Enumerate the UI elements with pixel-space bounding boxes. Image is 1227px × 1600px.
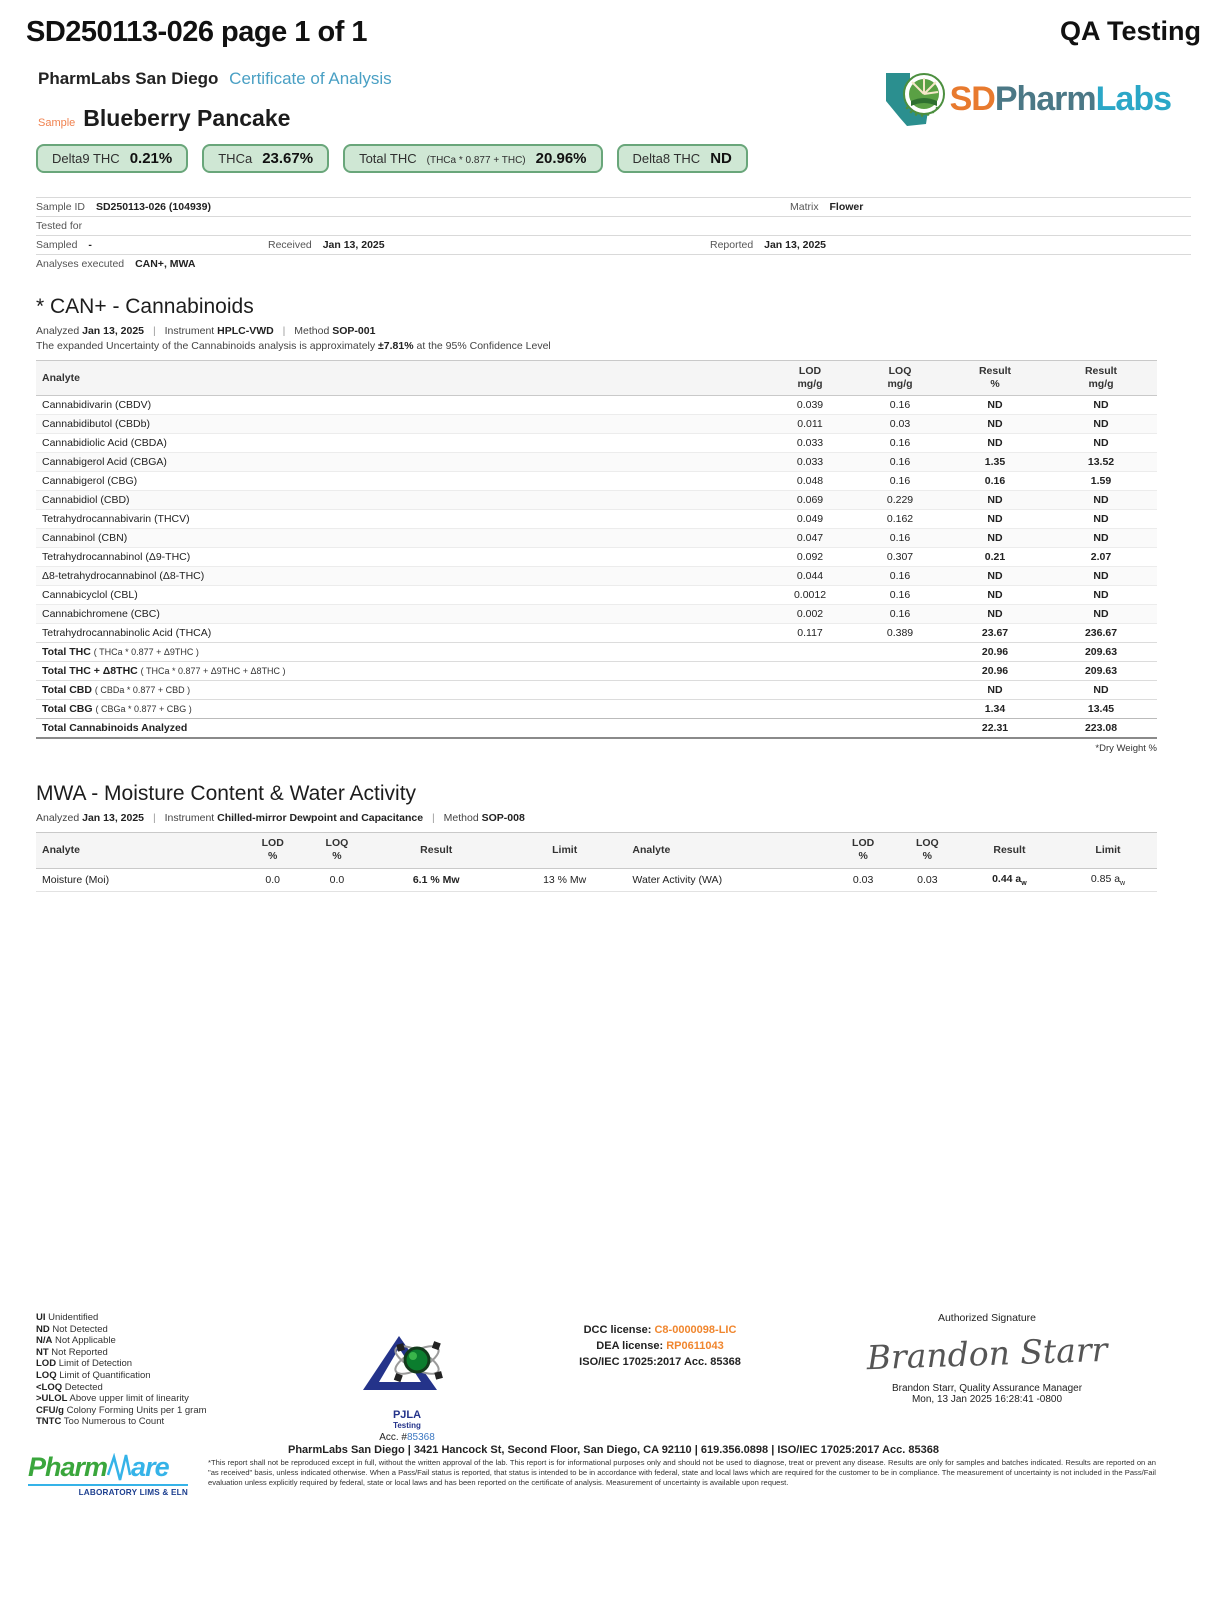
footer-address: PharmLabs San Diego | 3421 Hancock St, Second Floor, San Diego, CA 92110 | 619.356.0898 | ISO/IEC 17025:2017 Acc. 85368 bbox=[287, 1444, 939, 1456]
total-name: Total Cannabinoids Analyzed bbox=[42, 722, 188, 735]
analyses-value: CAN+, MWA bbox=[135, 258, 196, 270]
uncertainty-value: ±7.81% bbox=[378, 340, 414, 352]
signature-datetime: Mon, 13 Jan 2025 16:28:41 -0800 bbox=[911, 1394, 1063, 1405]
cannabinoid-row bbox=[36, 529, 1157, 548]
analyzed-label: Analyzed bbox=[36, 325, 80, 337]
abbreviation-legend bbox=[36, 1312, 207, 1428]
total-formula: ( THCa * 0.877 + Δ9THC + Δ8THC ) bbox=[140, 666, 286, 677]
matrix-field bbox=[790, 201, 863, 213]
cannabinoid-row bbox=[36, 510, 1157, 529]
pjla-acc-number: Acc. #85368 bbox=[379, 1432, 435, 1443]
reported-label: Reported bbox=[710, 239, 754, 251]
sample-label: Sample bbox=[38, 117, 76, 129]
pharmware-ware: are bbox=[131, 1452, 169, 1482]
pharmware-wordmark bbox=[28, 1452, 188, 1486]
sampled-value: - bbox=[88, 239, 92, 251]
cannabinoid-row bbox=[36, 548, 1157, 567]
total-name: Total THC bbox=[42, 646, 91, 659]
dcc-license-line bbox=[510, 1322, 810, 1338]
limit-value: 0.85 $a_w$ bbox=[1059, 868, 1157, 891]
analyzed-label: Analyzed bbox=[36, 812, 80, 825]
badge-formula: (THCa * 0.877 + THC) bbox=[426, 155, 526, 166]
badge-total-thc bbox=[343, 144, 602, 173]
result-mgg: 13.52 bbox=[1045, 453, 1157, 472]
instrument-value: Chilled-mirror Dewpoint and Capacitance bbox=[217, 812, 424, 825]
lod-value: 0.0012 bbox=[765, 586, 855, 605]
sample-id-label: Sample ID bbox=[36, 201, 86, 213]
result-pct: ND bbox=[945, 586, 1045, 605]
total-name: Total CBD bbox=[42, 684, 92, 697]
analyte-name: Tetrahydrocannabivarin (THCV) bbox=[36, 510, 765, 529]
sampled-label: Sampled bbox=[36, 239, 78, 251]
mwa-col-lod: LOD % bbox=[831, 833, 894, 868]
result-pct: 22.31 bbox=[945, 719, 1045, 739]
legend-item: ND Not Detected bbox=[36, 1323, 108, 1335]
result-mgg: ND bbox=[1045, 605, 1157, 624]
analyte-name: Tetrahydrocannabinolic Acid (THCA) bbox=[36, 624, 765, 643]
loq-value: 0.162 bbox=[855, 510, 945, 529]
cannabinoid-row bbox=[36, 491, 1157, 510]
total-row bbox=[36, 719, 1157, 739]
legend-item: UI Unidentified bbox=[36, 1312, 99, 1323]
loq-value: 0.16 bbox=[855, 605, 945, 624]
result-mgg: 1.59 bbox=[1045, 472, 1157, 491]
analyte-name: Cannabigerol Acid (CBGA) bbox=[36, 453, 765, 472]
mwa-col-loq: LOQ % bbox=[304, 833, 369, 868]
sample-name: Blueberry Pancake bbox=[83, 105, 291, 131]
legend-abbr: <LOQ bbox=[36, 1381, 63, 1393]
pharmware-logo bbox=[28, 1452, 188, 1497]
col-lod: LOD mg/g bbox=[765, 361, 855, 396]
reported-value: Jan 13, 2025 bbox=[764, 239, 827, 251]
badge-label: THCa bbox=[218, 151, 253, 166]
cannabinoid-row bbox=[36, 396, 1157, 415]
cannabinoids-header-row bbox=[36, 361, 1157, 396]
result-pct: ND bbox=[945, 396, 1045, 415]
received-label: Received bbox=[268, 239, 312, 251]
col-result-mgg: Result mg/g bbox=[1045, 361, 1157, 396]
pharmware-pharm: Pharm bbox=[28, 1452, 108, 1482]
total-row bbox=[36, 681, 1157, 700]
lod-value: 0.002 bbox=[765, 605, 855, 624]
analyte-name: Cannabigerol (CBG) bbox=[36, 472, 765, 491]
analyte-name: Cannabidivarin (CBDV) bbox=[36, 396, 765, 415]
analyses-label: Analyses executed bbox=[36, 258, 125, 270]
pjla-name: PJLA bbox=[392, 1409, 422, 1421]
authorized-signature-label: Authorized Signature bbox=[937, 1312, 1037, 1324]
legend-abbr: ND bbox=[36, 1323, 50, 1335]
result-mgg: ND bbox=[1045, 491, 1157, 510]
matrix-value: Flower bbox=[829, 201, 864, 213]
uncertainty-post: at the 95% Confidence Level bbox=[413, 340, 551, 352]
lod-value: 0.0 bbox=[241, 868, 304, 891]
result-value: 6.1 % Mw bbox=[369, 868, 503, 891]
separator: | bbox=[152, 325, 156, 337]
footer-disclaimer: *This report shall not be reproduced except in full, without the written approval of the lab. This report is for informational purposes only and should not be used to diagnose, treat or prevent any disease. Results are only for samples and batches indicated. Results are reported on an "as received" basis, unless indicated otherwise. When a Pass/Fail status is reported, that status is intended to be in accordance with federal, state and local laws which are required for the customer to be in compliance. The measurement of uncertainty is not included in the Pass/Fail evaluation unless explicitly required by federal, state or local laws and has been reported on the certificate of analysis. Measurement of uncertainty is available upon request. bbox=[208, 1458, 1156, 1487]
instrument-label: Instrument bbox=[164, 812, 215, 825]
badge-value: 0.21% bbox=[129, 150, 173, 167]
legend-abbr: NT bbox=[36, 1346, 49, 1358]
method-value: SOP-001 bbox=[332, 325, 376, 337]
mwa-row bbox=[36, 868, 1157, 891]
analyzed-value: Jan 13, 2025 bbox=[82, 325, 145, 337]
total-label bbox=[36, 719, 765, 739]
result-pct: 23.67 bbox=[945, 624, 1045, 643]
mwa-table-wrap bbox=[36, 832, 1157, 891]
analyte-name: Tetrahydrocannabinol (Δ9-THC) bbox=[36, 548, 765, 567]
analyte-name: Moisture (Moi) bbox=[36, 868, 241, 891]
method-label: Method bbox=[294, 325, 330, 337]
dea-license-value: RP0611043 bbox=[666, 1340, 724, 1352]
dcc-license-label: DCC license: bbox=[583, 1324, 652, 1336]
analyte-name: Δ8-tetrahydrocannabinol (Δ8-THC) bbox=[36, 567, 765, 586]
badge-label: Delta8 THC bbox=[632, 151, 701, 166]
analyte-name: Cannabidiolic Acid (CBDA) bbox=[36, 434, 765, 453]
analyses-row bbox=[36, 254, 1191, 273]
total-label bbox=[36, 662, 765, 681]
uncertainty-note bbox=[36, 340, 1227, 352]
result-pct: ND bbox=[945, 681, 1045, 700]
cannabinoid-row bbox=[36, 434, 1157, 453]
lod-value: 0.048 bbox=[765, 472, 855, 491]
result-pct: ND bbox=[945, 510, 1045, 529]
result-pct: 20.96 bbox=[945, 662, 1045, 681]
dry-weight-note: *Dry Weight % bbox=[1095, 743, 1157, 755]
dates-row bbox=[36, 235, 1191, 254]
total-label bbox=[36, 681, 765, 700]
legend-abbr: N/A bbox=[36, 1335, 53, 1347]
badge-value: 23.67% bbox=[262, 150, 314, 167]
dea-license-label: DEA license: bbox=[596, 1340, 664, 1352]
analyte-name: Cannabichromene (CBC) bbox=[36, 605, 765, 624]
separator: | bbox=[152, 812, 156, 825]
pjla-logo-icon bbox=[359, 1332, 455, 1408]
total-row bbox=[36, 643, 1157, 662]
result-mgg: ND bbox=[1045, 586, 1157, 605]
result-mgg: 209.63 bbox=[1045, 662, 1157, 681]
lod-value: 0.03 bbox=[831, 868, 894, 891]
mwa-heading: MWA - Moisture Content & Water Activity bbox=[36, 782, 417, 806]
cannabinoid-row bbox=[36, 567, 1157, 586]
total-label bbox=[36, 643, 765, 662]
total-row bbox=[36, 662, 1157, 681]
mwa-table bbox=[36, 832, 1157, 891]
instrument-label: Instrument bbox=[164, 325, 215, 337]
sample-info bbox=[36, 197, 1191, 273]
legend-abbr: LOD bbox=[36, 1358, 57, 1370]
lod-value: 0.011 bbox=[765, 415, 855, 434]
tested-for-label: Tested for bbox=[36, 220, 83, 232]
mwa-col-limit: Limit bbox=[1059, 833, 1157, 868]
lod-value: 0.033 bbox=[765, 434, 855, 453]
mwa-col-result: Result bbox=[369, 833, 503, 868]
legend-item: <LOQ Detected bbox=[36, 1381, 103, 1393]
legend-item: CFU/g Colony Forming Units per 1 gram bbox=[36, 1404, 207, 1416]
received-field bbox=[268, 239, 385, 251]
sample-id-row bbox=[36, 197, 1191, 216]
pjla-testing: Testing bbox=[393, 1421, 421, 1430]
result-pct: 1.35 bbox=[945, 453, 1045, 472]
mwa-col-analyte: Analyte bbox=[36, 833, 241, 868]
mwa-col-loq: LOQ % bbox=[895, 833, 960, 868]
result-mgg: ND bbox=[1045, 434, 1157, 453]
reported-field bbox=[710, 239, 826, 251]
cannabinoid-row bbox=[36, 472, 1157, 491]
loq-value: 0.16 bbox=[855, 396, 945, 415]
total-name: Total CBG bbox=[42, 703, 93, 716]
loq-value: 0.389 bbox=[855, 624, 945, 643]
legend-abbr: CFU/g bbox=[36, 1404, 64, 1416]
pjla-accreditation bbox=[352, 1332, 462, 1443]
tested-for-row bbox=[36, 216, 1191, 235]
badge-value: ND bbox=[710, 150, 732, 167]
lod-value: 0.044 bbox=[765, 567, 855, 586]
result-pct: ND bbox=[945, 415, 1045, 434]
signature-script: Brandon Starr bbox=[866, 1329, 1108, 1378]
lod-value: 0.039 bbox=[765, 396, 855, 415]
analyte-name: Cannabicyclol (CBL) bbox=[36, 586, 765, 605]
result-pct: ND bbox=[945, 605, 1045, 624]
badge-label: Delta9 THC bbox=[52, 151, 120, 166]
brand-pharm: Pharm bbox=[994, 79, 1096, 118]
badge-thca bbox=[202, 144, 329, 173]
dcc-license-value: C8-0000098-LIC bbox=[654, 1324, 737, 1336]
signature-block bbox=[797, 1312, 1177, 1405]
loq-value: 0.16 bbox=[855, 453, 945, 472]
mwa-col-limit: Limit bbox=[503, 833, 626, 868]
legend-abbr: LOQ bbox=[36, 1369, 57, 1381]
loq-value: 0.16 bbox=[855, 529, 945, 548]
mwa-body bbox=[36, 868, 1157, 891]
total-formula: ( CBGa * 0.877 + CBG ) bbox=[95, 704, 192, 715]
loq-value: 0.03 bbox=[895, 868, 960, 891]
result-mgg: 236.67 bbox=[1045, 624, 1157, 643]
cannabinoids-heading: * CAN+ - Cannabinoids bbox=[36, 295, 254, 318]
brand-labs: Labs bbox=[1095, 79, 1171, 118]
qa-testing-label: QA Testing bbox=[1060, 16, 1201, 46]
signer-name-title: Brandon Starr, Quality Assurance Manager bbox=[891, 1383, 1083, 1394]
analyte-name: Water Activity (WA) bbox=[626, 868, 831, 891]
result-mgg: ND bbox=[1045, 396, 1157, 415]
legend-item: TNTC Too Numerous to Count bbox=[36, 1416, 165, 1428]
brand-sd: SD bbox=[949, 79, 995, 118]
loq-value: 0.16 bbox=[855, 586, 945, 605]
cannabinoid-row bbox=[36, 453, 1157, 472]
cannabinoids-table-wrap bbox=[36, 360, 1157, 739]
analyzed-value: Jan 13, 2025 bbox=[82, 812, 145, 825]
received-value: Jan 13, 2025 bbox=[322, 239, 385, 251]
legend-item: LOQ Limit of Quantification bbox=[36, 1369, 151, 1381]
cannabinoid-row bbox=[36, 415, 1157, 434]
analyte-name: Cannabidibutol (CBDb) bbox=[36, 415, 765, 434]
legend-item: N/A Not Applicable bbox=[36, 1335, 116, 1347]
result-mgg: 13.45 bbox=[1045, 700, 1157, 719]
total-label bbox=[36, 700, 765, 719]
legend-item: NT Not Reported bbox=[36, 1346, 108, 1358]
loq-value: 0.16 bbox=[855, 472, 945, 491]
result-mgg: ND bbox=[1045, 529, 1157, 548]
result-mgg: ND bbox=[1045, 681, 1157, 700]
sdpharmlabs-logo bbox=[880, 68, 1171, 130]
cannabinoids-meta bbox=[36, 325, 1227, 337]
mwa-col-analyte: Analyte bbox=[626, 833, 831, 868]
badge-delta9-thc bbox=[36, 144, 188, 173]
result-mgg: ND bbox=[1045, 510, 1157, 529]
pulse-icon bbox=[107, 1453, 131, 1483]
legend-abbr: TNTC bbox=[36, 1416, 62, 1428]
loq-value: 0.229 bbox=[855, 491, 945, 510]
col-loq: LOQ mg/g bbox=[855, 361, 945, 396]
lab-name: PharmLabs San Diego bbox=[38, 69, 219, 88]
total-formula: ( CBDa * 0.877 + CBD ) bbox=[94, 685, 191, 696]
lod-value: 0.117 bbox=[765, 624, 855, 643]
total-name: Total THC + Δ8THC bbox=[42, 665, 138, 678]
lod-value: 0.069 bbox=[765, 491, 855, 510]
result-pct: ND bbox=[945, 567, 1045, 586]
cannabinoid-row bbox=[36, 605, 1157, 624]
method-value: SOP-008 bbox=[481, 812, 525, 825]
badge-delta8-thc bbox=[617, 144, 748, 173]
loq-value: 0.03 bbox=[855, 415, 945, 434]
result-mgg: 2.07 bbox=[1045, 548, 1157, 567]
lod-value: 0.047 bbox=[765, 529, 855, 548]
sample-id-value: SD250113-026 (104939) bbox=[95, 201, 211, 213]
lod-value: 0.049 bbox=[765, 510, 855, 529]
page-title: SD250113-026 page 1 of 1 bbox=[26, 16, 368, 48]
method-label: Method bbox=[443, 812, 479, 825]
cannabinoid-row bbox=[36, 624, 1157, 643]
pharmware-subtitle: LABORATORY LIMS & ELN bbox=[78, 1488, 188, 1497]
loq-value: 0.0 bbox=[304, 868, 369, 891]
analyte-name: Cannabinol (CBN) bbox=[36, 529, 765, 548]
loq-value: 0.16 bbox=[855, 567, 945, 586]
iso-accreditation-line: ISO/IEC 17025:2017 Acc. 85368 bbox=[579, 1356, 741, 1368]
result-pct: ND bbox=[945, 434, 1045, 453]
result-value: 0.44 $a_w$ bbox=[960, 868, 1059, 891]
badge-label: Total THC bbox=[359, 151, 417, 166]
lod-value: 0.033 bbox=[765, 453, 855, 472]
california-emblem-icon bbox=[880, 68, 950, 130]
mwa-col-result: Result bbox=[960, 833, 1059, 868]
license-block bbox=[510, 1322, 810, 1370]
badge-value: 20.96% bbox=[535, 150, 587, 167]
uncertainty-pre: The expanded Uncertainty of the Cannabinoids analysis is approximately bbox=[36, 340, 379, 352]
cannabinoids-table bbox=[36, 360, 1157, 739]
result-mgg: 209.63 bbox=[1045, 643, 1157, 662]
mwa-header-row bbox=[36, 833, 1157, 868]
legend-abbr: >ULOL bbox=[36, 1393, 68, 1405]
result-mgg: ND bbox=[1045, 415, 1157, 434]
result-pct: ND bbox=[945, 529, 1045, 548]
col-result-pct: Result % bbox=[945, 361, 1045, 396]
separator: | bbox=[282, 325, 286, 337]
brand-wordmark bbox=[950, 80, 1171, 119]
cannabinoids-body bbox=[36, 396, 1157, 739]
result-pct: ND bbox=[945, 491, 1045, 510]
result-pct: 1.34 bbox=[945, 700, 1045, 719]
lod-value: 0.092 bbox=[765, 548, 855, 567]
result-pct: 0.21 bbox=[945, 548, 1045, 567]
result-pct: 0.16 bbox=[945, 472, 1045, 491]
legend-abbr: UI bbox=[36, 1312, 46, 1323]
instrument-value: HPLC-VWD bbox=[217, 325, 274, 337]
doc-type: Certificate of Analysis bbox=[229, 69, 392, 88]
limit-value: 13 % Mw bbox=[503, 868, 626, 891]
loq-value: 0.16 bbox=[855, 434, 945, 453]
total-row bbox=[36, 700, 1157, 719]
result-mgg: 223.08 bbox=[1045, 719, 1157, 739]
analyte-name: Cannabidiol (CBD) bbox=[36, 491, 765, 510]
potency-badges bbox=[36, 144, 1227, 173]
legend-item: LOD Limit of Detection bbox=[36, 1358, 133, 1370]
dea-license-line bbox=[510, 1338, 810, 1354]
matrix-label: Matrix bbox=[790, 201, 819, 213]
title-bar bbox=[0, 0, 1227, 49]
loq-value: 0.307 bbox=[855, 548, 945, 567]
separator: | bbox=[432, 812, 435, 825]
cannabinoid-row bbox=[36, 586, 1157, 605]
col-analyte: Analyte bbox=[36, 361, 765, 396]
mwa-meta bbox=[36, 812, 1227, 824]
result-mgg: ND bbox=[1045, 567, 1157, 586]
total-formula: ( THCa * 0.877 + Δ9THC ) bbox=[93, 647, 199, 658]
mwa-col-lod: LOD % bbox=[241, 833, 304, 868]
result-pct: 20.96 bbox=[945, 643, 1045, 662]
legend-item: >ULOL Above upper limit of linearity bbox=[36, 1393, 189, 1405]
